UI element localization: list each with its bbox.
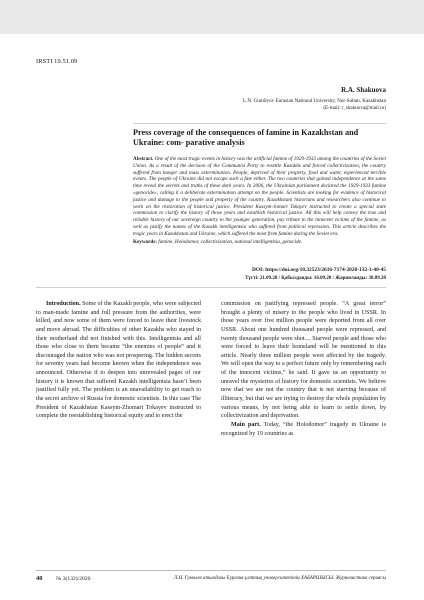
irsti-code: IRSTI 19.51.09 [36, 58, 78, 65]
publication-dates: Түсті: 21.09.20 / Қабылданды: 16.09.20 / Жарияланды: 30.09.20 [245, 276, 386, 281]
doi-link[interactable]: DOI: https://doi.org/10.32523/2616-7174-2020-132-3-40-45 [251, 267, 386, 273]
body-paragraph: commission on justifying repressed people. “A great terror” brought a plenty of misery to the people who lived in USSR. In those years over five million people were deported from all over USSR. About one hundred thousand people were repressed, and twenty thousand people were shot.... Starved people and those who were forced to leave their homeland will be mentioned in this article. Nearly three million people were affected by the tragedy. We will open the way to a perfect future only by remembering each of the innocent victims,” he said. It gave us an opportunity to unravel the mysteries of history for domestic scientists. We believe now that we are not the country that is not starving because of illiteracy, but that we are trying to destroy the whole population by various means, by not being able to learn to settle down, by collectivization and deprivation. [221, 301, 386, 420]
main-part-text: Today, “the Holodomor” tragedy in Ukraine is recognized by 19 countries as [221, 421, 386, 437]
author-email: (E-mail: r_shakuova@mail.ru) [323, 104, 386, 111]
abstract-paragraph [133, 156, 386, 238]
affiliation-text: L.N. Gumilyov Eurasian National University, Nur-Sultan, Kazakhstan [242, 98, 386, 104]
author-name: R.A. Shakuova [341, 86, 386, 94]
body-column-left [36, 300, 201, 421]
section-divider [36, 287, 386, 288]
header-band [0, 0, 424, 34]
keywords-text: famine, Holodomor, collectivization, national intelligentsia, genocide. [158, 238, 303, 245]
keywords-label: Keywords: [133, 238, 157, 245]
body-column-right [221, 300, 386, 438]
abstract-block [133, 156, 386, 245]
article-title: Press coverage of the consequences of famine in Kazakhstan and Ukraine: com- parative analysis [133, 128, 359, 148]
footer-divider [36, 570, 386, 571]
intro-text: Some of the Kazakh people, who were subjected to man-made famine and full pressure from the authorities, were killed, and now some of them were forced to leave their livestock and move abroad. The difficulties of other Kazakhs who stayed in their motherland did not finished with this. Intelligentsia and all those who close to them became “the enemies of people” and it discouraged the nation who was not prospering. The hidden secrets for seventy years had become known when the independence was announced. Otherwise if to deepen into unrevealed pages of our history it is known that suffered Kazakh intelligentsia hasn’t been justified fully yet. The problem is an unavailability to get reach to the secret archive of Russia for domestic scientists. In this case The President of Kazakhstan Kassym-Zhomart Tokayev instructed to complete the reestablishing historical equity and to erect the [36, 301, 201, 420]
abstract-label: Abstract. [133, 156, 154, 162]
journal-name: Л.Н. Гумилев атындағы Еуразия ұлттық университетінің ХАБАРШЫСЫ. Журналистика сериясы [173, 576, 386, 581]
main-part-paragraph [221, 421, 386, 438]
page-number: 40 [36, 575, 43, 582]
main-part-heading: Main part. [231, 421, 261, 428]
issue-number: № 3(132)/2020 [56, 576, 91, 582]
keywords-paragraph [133, 239, 386, 246]
author-affiliation [146, 98, 386, 112]
title-divider [133, 123, 386, 124]
intro-heading: Introduction. [46, 301, 81, 307]
abstract-text: One of the most tragic events in history was the artificial famine of 1929-1933 among the countries of the Soviet Union. As a result of the decision of the Communist Party to resettle Kazakhs and forced collectivization, the country suffered from hunger and mass extermination. People, deprived of their property, food and water, experienced terrible events. The people of Ukraine did not escape such a fate either. The two countries that gained independence at the same time reveal the secrets and truths of these dark years. In 2006, the Ukrainian parliament declared the 1929-1933 famine «genocide», calling it a deliberate extermination attempt on the people. Scientists are looking for evidence of historical justice and damage to the people and property of the country. Kazakhstani historians and researchers also continue to work on the restoration of historical justice. President Kassym-Jomart Tokayev instructed to create a special state commission to clarify the history of those years and establish historical justice. All this will help convey the true and reliable history of our sovereign country to the younger generation, pay tribute to the innocent victims of the famine, as well as justify the names of the Kazakh intelligentsia who suffered from political repression. This article describes the tragic years in Kazakhstan and Ukraine, which suffered the most from famine during the Soviet era. [133, 156, 386, 237]
